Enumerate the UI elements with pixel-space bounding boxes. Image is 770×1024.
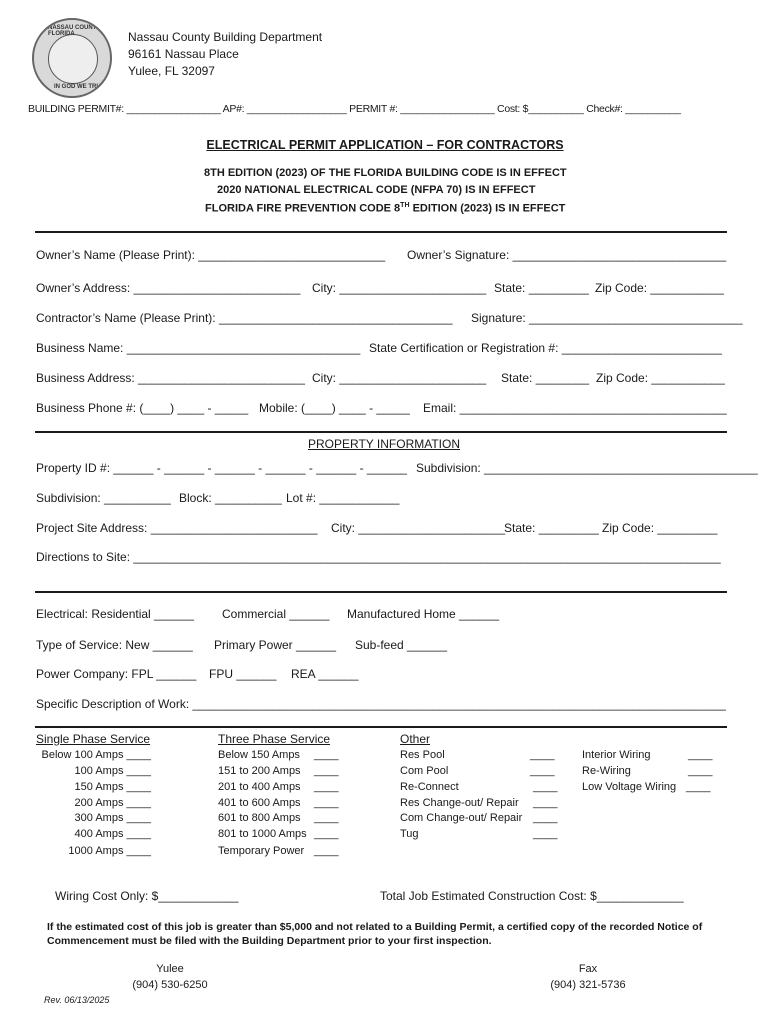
other-re-wiring: Re-Wiring [582,765,631,777]
single-phase-200[interactable]: 200 Amps ____ [74,797,151,809]
contractor-signature-field[interactable]: Signature: ________________________________ [471,311,743,325]
contractor-name-field[interactable]: Contractor’s Name (Please Print): ___________________________________ [36,311,453,325]
wiring-cost-field[interactable]: Wiring Cost Only: $____________ [55,889,239,903]
three-phase-blank[interactable]: ____ [314,828,339,840]
seal-bottom-text: IN GOD WE TRUST [54,84,109,90]
single-phase-400[interactable]: 400 Amps ____ [74,828,151,840]
manufactured-home-field[interactable]: Manufactured Home ______ [347,607,500,621]
owner-name-field[interactable]: Owner’s Name (Please Print): ____________________________ [36,248,386,262]
revision-date: Rev. 06/13/2025 [44,995,110,1005]
three-phase-blank[interactable]: ____ [314,749,339,761]
section-divider [35,431,727,433]
mobile-phone-field[interactable]: Mobile: (____) ____ - _____ [259,401,410,415]
sub-feed-field[interactable]: Sub-feed ______ [355,638,448,652]
single-phase-heading: Single Phase Service [36,732,151,746]
code-line-3 [205,202,565,215]
fax-label: Fax [578,963,598,975]
email-field[interactable]: Email: ________________________________________ [423,401,727,415]
three-phase-heading: Three Phase Service [218,732,331,746]
business-zip-field[interactable]: Zip Code: ___________ [596,371,725,385]
yulee-label: Yulee [156,963,184,975]
other2-blank[interactable]: ____ [688,765,713,777]
service-new-field[interactable]: Type of Service: New ______ [36,638,193,652]
site-city-field[interactable]: City: ______________________ [331,521,506,535]
three-phase-blank[interactable]: ____ [314,781,339,793]
site-state-field[interactable]: State: _________ [504,521,599,535]
other2-blank[interactable]: ____ [686,781,711,793]
business-state-field[interactable]: State: ________ [501,371,590,385]
property-id-field[interactable]: Property ID #: ______ - ______ - ______ - ______ - ______ - ______ [36,461,407,475]
three-phase-below-150: Below 150 Amps [218,749,300,761]
department-name: Nassau County Building Department [128,30,323,44]
site-address-field[interactable]: Project Site Address: _________________________ [36,521,318,535]
section-divider [35,726,727,728]
owner-address-field[interactable]: Owner’s Address: _________________________ [36,281,301,295]
three-phase-blank[interactable]: ____ [314,845,339,857]
yulee-phone: (904) 530-6250 [132,979,208,991]
code-line-3-post: EDITION (2023) IS IN EFFECT [409,202,566,215]
notice-line-1: If the estimated cost of this job is greater than $5,000 and not related to a Building Permit, a certified copy of the recorded Notice of [47,921,703,933]
three-phase-151-200: 151 to 200 Amps [218,765,301,777]
single-phase-150[interactable]: 150 Amps ____ [74,781,151,793]
commercial-field[interactable]: Commercial ______ [222,607,330,621]
other2-blank[interactable]: ____ [688,749,713,761]
business-address-field[interactable]: Business Address: _________________________ [36,371,305,385]
owner-state-field[interactable]: State: _________ [494,281,589,295]
department-address-line2: Yulee, FL 32097 [128,64,215,78]
power-company-fpu-field[interactable]: FPU ______ [209,667,277,681]
other-res-pool: Res Pool [400,749,445,761]
three-phase-temporary-power: Temporary Power [218,845,305,857]
other-tug: Tug [400,828,419,840]
other-low-voltage-wiring: Low Voltage Wiring [582,781,677,793]
three-phase-201-400: 201 to 400 Amps [218,781,301,793]
site-zip-field[interactable]: Zip Code: _________ [602,521,718,535]
fax-phone: (904) 321-5736 [550,979,626,991]
other-com-pool: Com Pool [400,765,449,777]
business-phone-field[interactable]: Business Phone #: (____) ____ - _____ [36,401,249,415]
power-company-rea-field[interactable]: REA ______ [291,667,359,681]
other-re-connect: Re-Connect [400,781,459,793]
owner-signature-field[interactable]: Owner’s Signature: ________________________________ [407,248,727,262]
three-phase-blank[interactable]: ____ [314,797,339,809]
block-field[interactable]: Block: __________ [179,491,282,505]
directions-field[interactable]: Directions to Site: ________________________________________________________________________________________ [36,550,721,564]
seal-emblem [48,34,98,84]
three-phase-601-800: 601 to 800 Amps [218,812,301,824]
other-blank[interactable]: ____ [530,765,555,777]
other-blank[interactable]: ____ [533,781,558,793]
section-divider [35,231,727,233]
property-heading: PROPERTY INFORMATION [308,437,461,451]
other-blank[interactable]: ____ [533,828,558,840]
code-line-2: 2020 NATIONAL ELECTRICAL CODE (NFPA 70) IS IN EFFECT [217,184,536,196]
owner-zip-field[interactable]: Zip Code: ___________ [595,281,724,295]
three-phase-801-1000: 801 to 1000 Amps [218,828,307,840]
single-phase-below-100[interactable]: Below 100 Amps ____ [41,749,151,761]
code-line-3-pre: FLORIDA FIRE PREVENTION CODE 8 [205,202,401,215]
single-phase-300[interactable]: 300 Amps ____ [74,812,151,824]
permit-number-line[interactable]: BUILDING PERMIT#: _________________ AP#: __________________ PERMIT #: _________________ Cost: $__________ Check#: __________ [28,103,681,115]
owner-city-field[interactable]: City: ______________________ [312,281,487,295]
power-company-fpl-field[interactable]: Power Company: FPL ______ [36,667,197,681]
other-heading: Other [400,732,431,746]
other-blank[interactable]: ____ [533,797,558,809]
other-res-change-out: Res Change-out/ Repair [400,797,519,809]
residential-field[interactable]: Electrical: Residential ______ [36,607,195,621]
page-title: ELECTRICAL PERMIT APPLICATION – FOR CONTRACTORS [206,138,564,152]
business-name-field[interactable]: Business Name: ___________________________________ [36,341,361,355]
single-phase-100[interactable]: 100 Amps ____ [74,765,151,777]
total-cost-field[interactable]: Total Job Estimated Construction Cost: $_____________ [380,889,684,903]
other-blank[interactable]: ____ [530,749,555,761]
primary-power-field[interactable]: Primary Power ______ [214,638,337,652]
other-com-change-out: Com Change-out/ Repair [400,812,523,824]
business-city-field[interactable]: City: ______________________ [312,371,487,385]
single-phase-1000[interactable]: 1000 Amps ____ [68,845,151,857]
code-line-1: 8TH EDITION (2023) OF THE FLORIDA BUILDING CODE IS IN EFFECT [204,167,567,179]
section-divider [35,591,727,593]
certification-field[interactable]: State Certification or Registration #: ________________________ [369,341,722,355]
work-description-field[interactable]: Specific Description of Work: ________________________________________________________________________________ [36,697,726,711]
other-blank[interactable]: ____ [533,812,558,824]
subdivision-field[interactable]: Subdivision: __________ [36,491,171,505]
other-interior-wiring: Interior Wiring [582,749,651,761]
seal-top-text: NASSAU COUNTY FLORIDA [48,25,101,37]
three-phase-blank[interactable]: ____ [314,812,339,824]
three-phase-401-600: 401 to 600 Amps [218,797,301,809]
subdivision-field-right[interactable]: Subdivision: _________________________________________ [416,461,758,475]
code-line-3-sup: TH [400,202,410,209]
three-phase-blank[interactable]: ____ [314,765,339,777]
county-seal [32,18,112,98]
notice-line-2: Commencement must be filed with the Building Department prior to your first inspection. [47,935,492,947]
lot-field[interactable]: Lot #: ____________ [286,491,400,505]
department-address-line1: 96161 Nassau Place [128,47,239,61]
